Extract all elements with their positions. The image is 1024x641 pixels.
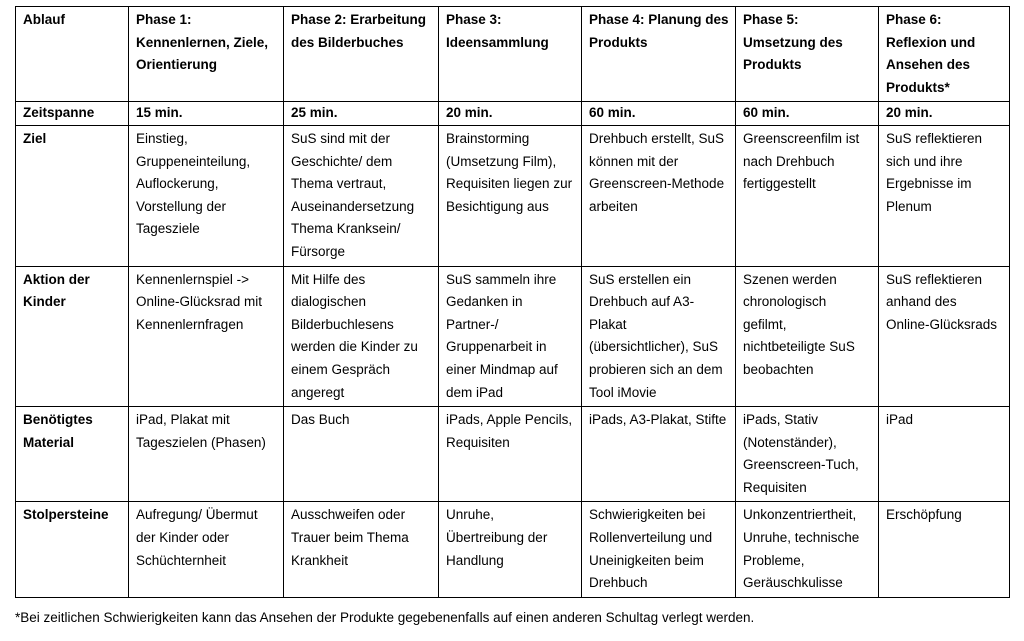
table-row-zeitspanne	[16, 102, 1010, 126]
table-cell: Kennenlernspiel -> Online-Glücksrad mit Kennenlernfragen	[129, 266, 284, 407]
table-cell: iPads, A3-Plakat, Stifte	[582, 407, 736, 502]
table-cell: Drehbuch erstellt, SuS können mit der Greenscreen-Methode arbeiten	[582, 125, 736, 266]
table-cell: 60 min.	[736, 102, 879, 126]
header-phase-1: Phase 1: Kennenlernen, Ziele, Orientierung	[129, 7, 284, 102]
lesson-plan-table	[15, 6, 1010, 598]
table-cell: iPad	[879, 407, 1010, 502]
table-cell: SuS reflektieren anhand des Online-Glücksrads	[879, 266, 1010, 407]
table-cell: iPads, Apple Pencils, Requisiten	[439, 407, 582, 502]
row-label: Benötigtes Material	[16, 407, 129, 502]
table-cell: Mit Hilfe des dialogischen Bilderbuchlesens werden die Kinder zu einem Gespräch angeregt	[284, 266, 439, 407]
row-label: Aktion der Kinder	[16, 266, 129, 407]
header-phase-2: Phase 2: Erarbeitung des Bilderbuches	[284, 7, 439, 102]
table-cell: Greenscreenfilm ist nach Drehbuch fertiggestellt	[736, 125, 879, 266]
header-label-ablauf: Ablauf	[16, 7, 129, 102]
table-cell: 15 min.	[129, 102, 284, 126]
table-cell: 20 min.	[439, 102, 582, 126]
table-cell: Szenen werden chronologisch gefilmt, nichtbeteiligte SuS beobachten	[736, 266, 879, 407]
table-cell: SuS sind mit der Geschichte/ dem Thema vertraut, Auseinandersetzung Thema Kranksein/ Fürsorge	[284, 125, 439, 266]
header-phase-3: Phase 3: Ideensammlung	[439, 7, 582, 102]
table-cell: Erschöpfung	[879, 502, 1010, 597]
table-cell: Das Buch	[284, 407, 439, 502]
table-cell: Unkonzentriertheit, Unruhe, technische Probleme, Geräuschkulisse	[736, 502, 879, 597]
table-cell: Unruhe, Übertreibung der Handlung	[439, 502, 582, 597]
table-cell: SuS erstellen ein Drehbuch auf A3-Plakat (übersichtlicher), SuS probieren sich an dem Tool iMovie	[582, 266, 736, 407]
row-label: Ziel	[16, 125, 129, 266]
table-cell: Einstieg, Gruppeneinteilung, Auflockerung, Vorstellung der Tagesziele	[129, 125, 284, 266]
table-row-aktion	[16, 266, 1010, 407]
table-row-ziel	[16, 125, 1010, 266]
header-phase-5: Phase 5: Umsetzung des Produkts	[736, 7, 879, 102]
table-cell: SuS sammeln ihre Gedanken in Partner-/ Gruppenarbeit in einer Mindmap auf dem iPad	[439, 266, 582, 407]
table-cell: SuS reflektieren sich und ihre Ergebnisse im Plenum	[879, 125, 1010, 266]
header-phase-6: Phase 6: Reflexion und Ansehen des Produkts*	[879, 7, 1010, 102]
table-cell: iPads, Stativ (Notenständer), Greenscreen-Tuch, Requisiten	[736, 407, 879, 502]
row-label: Zeitspanne	[16, 102, 129, 126]
header-phase-4: Phase 4: Planung des Produkts	[582, 7, 736, 102]
table-cell: 60 min.	[582, 102, 736, 126]
table-row-material	[16, 407, 1010, 502]
row-label: Stolpersteine	[16, 502, 129, 597]
table-cell: 20 min.	[879, 102, 1010, 126]
table-cell: Aufregung/ Übermut der Kinder oder Schüchternheit	[129, 502, 284, 597]
table-cell: iPad, Plakat mit Tageszielen (Phasen)	[129, 407, 284, 502]
table-row-stolpersteine	[16, 502, 1010, 597]
table-cell: Brainstorming (Umsetzung Film), Requisiten liegen zur Besichtigung aus	[439, 125, 582, 266]
header-row	[16, 7, 1010, 102]
footnote: *Bei zeitlichen Schwierigkeiten kann das Ansehen der Produkte gegebenenfalls auf einen anderen Schultag verlegt werden.	[15, 610, 755, 625]
table-cell: Ausschweifen oder Trauer beim Thema Krankheit	[284, 502, 439, 597]
table-cell: Schwierigkeiten bei Rollenverteilung und Uneinigkeiten beim Drehbuch	[582, 502, 736, 597]
table-cell: 25 min.	[284, 102, 439, 126]
